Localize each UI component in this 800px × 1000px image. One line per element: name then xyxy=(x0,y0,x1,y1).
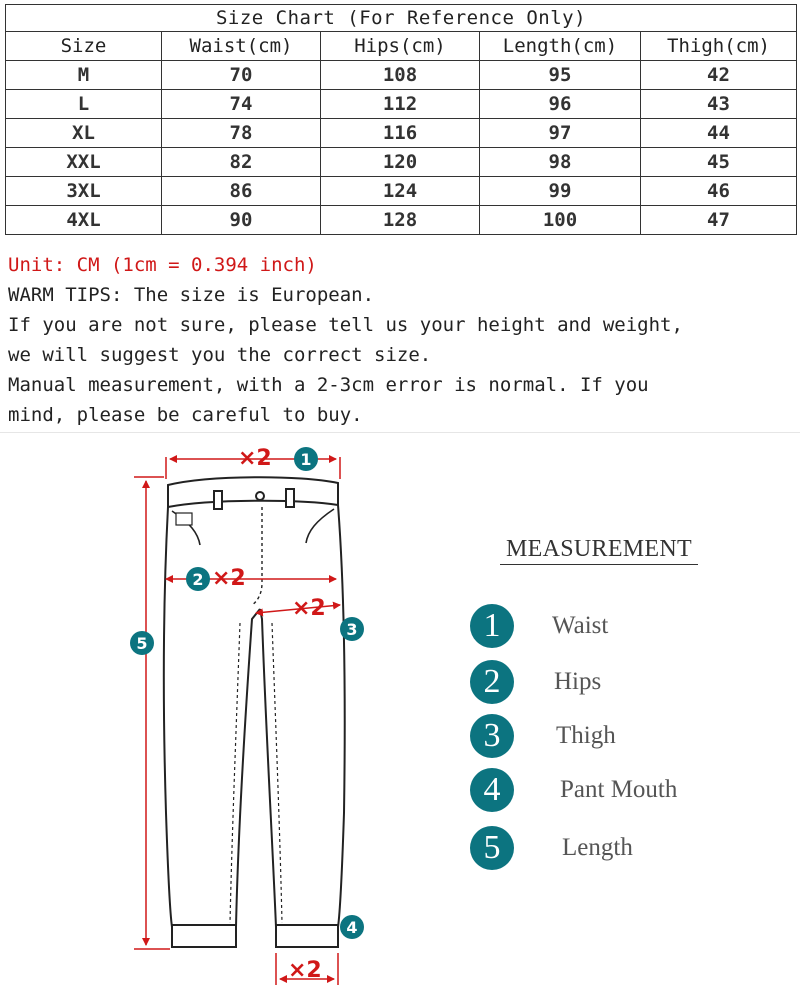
size-notes xyxy=(8,250,798,430)
pants-illustration xyxy=(164,477,345,947)
cell-hips: 108 xyxy=(321,61,480,90)
legend-number-badge: 2 xyxy=(470,660,514,704)
table-row xyxy=(6,119,797,148)
cell-thigh: 44 xyxy=(641,119,797,148)
svg-text:3: 3 xyxy=(346,620,358,639)
tip-line: If you are not sure, please tell us your height and weight, xyxy=(8,314,683,336)
legend-number-badge: 4 xyxy=(470,768,514,812)
cell-thigh: 45 xyxy=(641,148,797,177)
svg-text:5: 5 xyxy=(136,634,148,653)
legend-number-badge: 3 xyxy=(470,714,514,758)
header-thigh: Thigh(cm) xyxy=(641,32,797,61)
header-length: Length(cm) xyxy=(480,32,641,61)
svg-text:4: 4 xyxy=(346,918,358,937)
legend-item-hips xyxy=(470,658,601,706)
cell-length: 98 xyxy=(480,148,641,177)
cell-thigh: 42 xyxy=(641,61,797,90)
tip-line: we will suggest you the correct size. xyxy=(8,344,432,366)
cell-length: 99 xyxy=(480,177,641,206)
size-chart-title-row xyxy=(6,5,797,32)
cell-length: 97 xyxy=(480,119,641,148)
legend-label: Hips xyxy=(554,668,602,695)
cell-thigh: 47 xyxy=(641,206,797,235)
cell-length: 95 xyxy=(480,61,641,90)
legend-item-waist xyxy=(470,602,608,650)
cell-thigh: 46 xyxy=(641,177,797,206)
legend-item-thigh xyxy=(470,712,616,760)
cell-waist: 90 xyxy=(162,206,321,235)
legend-label: Length xyxy=(562,834,633,861)
cell-hips: 124 xyxy=(321,177,480,206)
cell-waist: 78 xyxy=(162,119,321,148)
cell-size: XXL xyxy=(6,148,162,177)
cell-hips: 116 xyxy=(321,119,480,148)
cell-hips: 112 xyxy=(321,90,480,119)
cell-hips: 128 xyxy=(321,206,480,235)
waist-measure xyxy=(166,446,340,479)
header-waist: Waist(cm) xyxy=(162,32,321,61)
cell-waist: 74 xyxy=(162,90,321,119)
legend-number-badge: 5 xyxy=(470,826,514,870)
tip-line: mind, please be careful to buy. xyxy=(8,404,363,426)
size-chart-title: Size Chart (For Reference Only) xyxy=(6,5,797,32)
size-chart-table xyxy=(5,4,797,235)
pants-measurement-diagram xyxy=(0,433,800,1000)
hips-times-two: ×2 xyxy=(212,566,246,591)
legend-label: Waist xyxy=(552,612,609,639)
waist-times-two: ×2 xyxy=(238,446,272,471)
unit-note: Unit: CM (1cm = 0.394 inch) xyxy=(8,254,317,276)
legend-label: Pant Mouth xyxy=(560,776,678,803)
svg-text:2: 2 xyxy=(192,570,204,589)
cell-size: L xyxy=(6,90,162,119)
legend-label: Thigh xyxy=(556,722,616,749)
warm-tips: WARM TIPS: The size is European. xyxy=(8,284,375,306)
header-hips: Hips(cm) xyxy=(321,32,480,61)
legend-item-length xyxy=(470,824,633,872)
legend-title: MEASUREMENT xyxy=(500,536,698,565)
cell-length: 96 xyxy=(480,90,641,119)
table-row xyxy=(6,148,797,177)
header-size: Size xyxy=(6,32,162,61)
cell-thigh: 43 xyxy=(641,90,797,119)
cell-length: 100 xyxy=(480,206,641,235)
table-row xyxy=(6,61,797,90)
svg-text:1: 1 xyxy=(300,450,312,469)
table-row xyxy=(6,90,797,119)
cell-size: 3XL xyxy=(6,177,162,206)
table-row xyxy=(6,206,797,235)
cell-waist: 70 xyxy=(162,61,321,90)
legend-number-badge: 1 xyxy=(470,604,514,648)
cell-waist: 82 xyxy=(162,148,321,177)
cell-size: XL xyxy=(6,119,162,148)
thigh-times-two: ×2 xyxy=(292,596,326,621)
tip-line: Manual measurement, with a 2-3cm error is normal. If you xyxy=(8,374,649,396)
table-row xyxy=(6,177,797,206)
legend-item-pant-mouth xyxy=(470,766,677,814)
cell-waist: 86 xyxy=(162,177,321,206)
cell-hips: 120 xyxy=(321,148,480,177)
pant-mouth-times-two: ×2 xyxy=(288,958,322,983)
size-chart-header-row xyxy=(6,32,797,61)
cell-size: 4XL xyxy=(6,206,162,235)
cell-size: M xyxy=(6,61,162,90)
